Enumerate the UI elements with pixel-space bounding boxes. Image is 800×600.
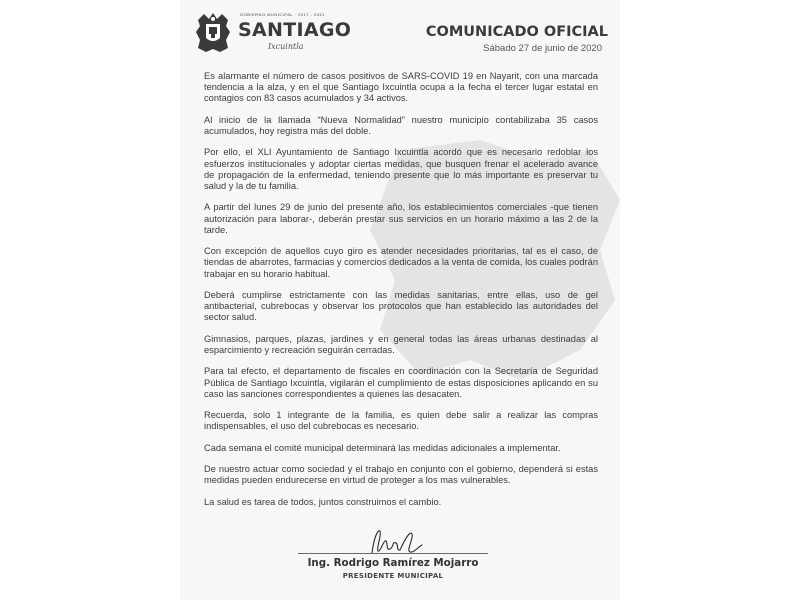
paragraph: Cada semana el comité municipal determinará las medidas adicionales a implementar.: [204, 442, 561, 453]
paragraph: Es alarmante el número de casos positivos de SARS-COVID 19 en Nayarit, con una marcada tendencia a la alza, y en el que Santiago Ixcuintla ocupa a la fecha el tercer lugar estatal en contagios con 83 casos acumulados y 34 activos.: [204, 71, 598, 104]
document-date: Sábado 27 de junio de 2020: [483, 43, 602, 54]
municipality-name: SANTIAGO: [238, 19, 352, 41]
paragraph: Por ello, el XLI Ayuntamiento de Santiago Ixcuintla acordó que es necesario redoblar los esfuerzos institucionales y adoptar ciertas medidas, que busquen frenar el acelerado avance de propagación de la enfermedad, teniendo presente que lo más importante es preservar tu salud y la de tu familia.: [204, 147, 598, 191]
paragraph: Recuerda, solo 1 integrante de la familia, es quien debe salir a realizar las compras indispensables, el uso del cubrebocas es necesario.: [204, 410, 598, 432]
paragraph: Para tal efecto, el departamento de fiscales en coordinación con la Secretaría de Seguridad Pública de Santiago Ixcuintla, vigilarán el cumplimiento de estas disposiciones aplicando en su caso las sanciones correspondientes a quienes las desacaten.: [204, 366, 598, 399]
government-label: GOBIERNO MUNICIPAL · 2017 - 2021: [240, 12, 325, 17]
signature-line: [298, 553, 488, 554]
paragraph: Deberá cumplirse estrictamente con las medidas sanitarias, entre ellas, uso de gel antibacterial, cubrebocas y observar los protocolos que han establecido las autoridades del sector salud.: [204, 289, 598, 323]
signer-title: PRESIDENTE MUNICIPAL: [342, 572, 444, 580]
paragraph: A partir del lunes 29 de junio del presente año, los establecimientos comerciales -que tienen autorización para laborar-, deberán prestar sus servicios en un horario máximo a las 2 de la tarde.: [204, 202, 598, 235]
municipal-logo: [188, 8, 352, 56]
paragraph: De nuestro actuar como sociedad y el trabajo en conjunto con el gobierno, dependerá si estas medidas pueden endurecerse en virtud de proteger a los mas vulnerables.: [204, 464, 598, 486]
document-page: [180, 0, 620, 600]
document-title: COMUNICADO OFICIAL: [425, 24, 608, 40]
municipal-coat-of-arms-icon: [190, 10, 236, 56]
signer-name: Ing. Rodrigo Ramírez Mojarro: [307, 557, 479, 569]
document-body: [204, 71, 598, 518]
paragraph: Al inicio de la llamada “Nueva Normalidad” nuestro municipio contabilizaba 35 casos acumulados, hoy registra más del doble.: [204, 114, 598, 136]
paragraph: Gimnasios, parques, plazas, jardines y en general todas las áreas urbanas destinadas al esparcimiento y recreación seguirán cerradas.: [204, 333, 598, 355]
municipality-subtitle: Ixcuintla: [268, 42, 304, 51]
paragraph: La salud es tarea de todos, juntos construimos el cambio.: [204, 496, 442, 507]
paragraph: Con excepción de aquellos cuyo giro es atender necesidades prioritarias, tal es el caso, de tiendas de abarrotes, farmacias y comercios dedicados a la venta de comida, los cuales podrán trabajar en su horario habitual.: [204, 246, 598, 279]
